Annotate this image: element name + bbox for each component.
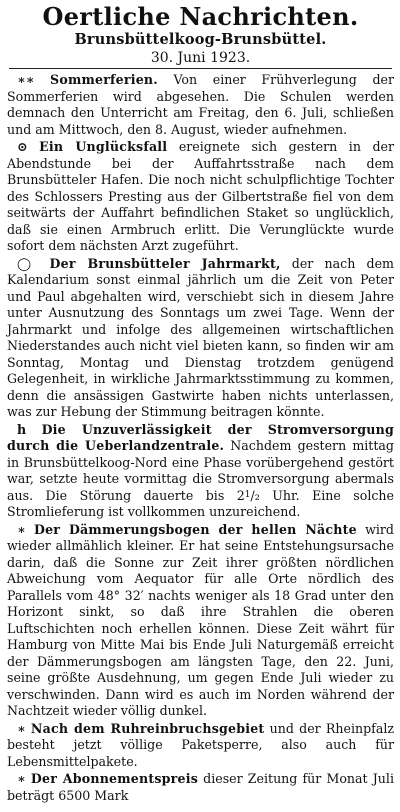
- article-marker: ∗: [17, 771, 26, 786]
- article-jahrmarkt: [7, 256, 394, 421]
- article-body: Nachdem gestern mittag in Brunsbüttelkoog-Nord eine Phase vorübergehend gestört war, setzte heute vormittag die Stromversorgung abermals aus. Die Störung dauerte bis 2: [7, 438, 394, 503]
- article-lead: Ein Unglücksfall: [39, 139, 168, 154]
- article-lead: Die Unzuverlässigkeit der Stromversorgung durch die Ueberlandzentrale.: [7, 421, 394, 453]
- fraction-numerator: 1: [244, 489, 251, 500]
- section-headline: Oertliche Nachrichten.: [42, 2, 359, 31]
- article-abonnementspreis: [7, 771, 394, 804]
- article-body: Von einer Frühverlegung der Sommerferien wird abgesehen. Die Schulen werden demnach den Unterricht am Freitag, den 6. Juli, schließen und am Mittwoch, den 8. August, wieder aufnehmen.: [7, 72, 394, 137]
- article-marker: ∗: [17, 521, 26, 537]
- article-body: wird wieder allmählich kleiner. Er hat seine Entstehungsursache darin, daß die Sonne zur Zeit ihrer größten nördlichen Abweichung vom Aequator für alle Orte nördlich des Parallels vom 48° 32′ nachts weniger als 18 Grad unter den Horizont sinkt, so daß ihre Strahlen die oberen Luftschichten noch erhellen können. Diese Zeit währt für Hamburg von Mitte Mai bis Ende Juli Naturgemäß erreicht der Dämmerungsbogen am längsten Tage, den 22. Juni, seine größte Ausdehnung, um gegen Ende Juli wieder zu verschwinden. Dann wird es auch im Norden während der Nachtzeit wieder völlig dunkel.: [7, 521, 394, 718]
- article-marker: ∗∗: [17, 72, 35, 87]
- article-lead: Sommerferien.: [50, 72, 158, 87]
- article-marker: h: [17, 421, 27, 437]
- article-daemmerungsbogen: [7, 522, 394, 720]
- divider-rule: [9, 68, 392, 69]
- article-marker: ∗: [17, 720, 26, 736]
- date-line: 30. Juni 1923.: [150, 50, 251, 66]
- article-stromversorgung: [7, 422, 394, 521]
- location-heading: Brunsbüttelkoog-Brunsbüttel.: [74, 31, 327, 48]
- article-lead: Nach dem Ruhreinbruchsgebiet: [30, 720, 265, 736]
- article-body: ereignete sich gestern in der Abendstunde bei der Auffahrtsstraße nach dem Brunsbütteler Hafen. Die noch nicht schulpflichtige Tochter des Schlossers Presting aus der Gilbertstraße fiel von dem seitwärts der Auffahrt befindlichen Staket so unglücklich, daß sie einen Armbruch erlitt. Die Verunglückte wurde sofort dem nächsten Arzt zugeführt.: [7, 139, 394, 253]
- article-marker: ⊙: [17, 139, 28, 154]
- article-body-continued: /₂ Uhr. Eine solche Stromlieferung ist vollkommen unzureichend.: [7, 487, 394, 519]
- article-lead: Der Brunsbütteler Jahrmarkt,: [49, 255, 281, 271]
- article-body: der nach dem Kalendarium sonst einmal jährlich um die Zeit von Peter und Paul abgehalten wird, verschiebt sich in diesem Jahre unter Ausnutzung des Sonntags um zwei Tage. Wenn der Jahrmarkt und infolge des allgemeinen wirtschaftlichen Niederstandes auch nicht viel bieten kann, so finden wir am Sonntag, Montag und Dienstag trotzdem genügend Gelegenheit, in wirkliche Jahrmarktsstimmung zu kommen, denn die ansässigen Gastwirte haben nichts unterlassen, was zur Hebung der Stimmung beitragen könnte.: [7, 255, 394, 419]
- article-body: dieser Zeitung für Monat Juli beträgt 6500 Mark: [7, 771, 394, 803]
- article-lead: Der Dämmerungsbogen der hellen Nächte: [33, 521, 357, 537]
- article-marker: ◯: [17, 255, 39, 271]
- article-lead: Der Abonnementspreis: [30, 771, 198, 786]
- article-body: und der Rheinpfalz besteht jetzt völlige Paketsperre, also auch für Lebensmittelpakete.: [7, 720, 394, 769]
- article-ungluecksfall: [7, 139, 394, 255]
- article-paketsperre: [7, 721, 394, 771]
- article-sommerferien: [7, 72, 394, 138]
